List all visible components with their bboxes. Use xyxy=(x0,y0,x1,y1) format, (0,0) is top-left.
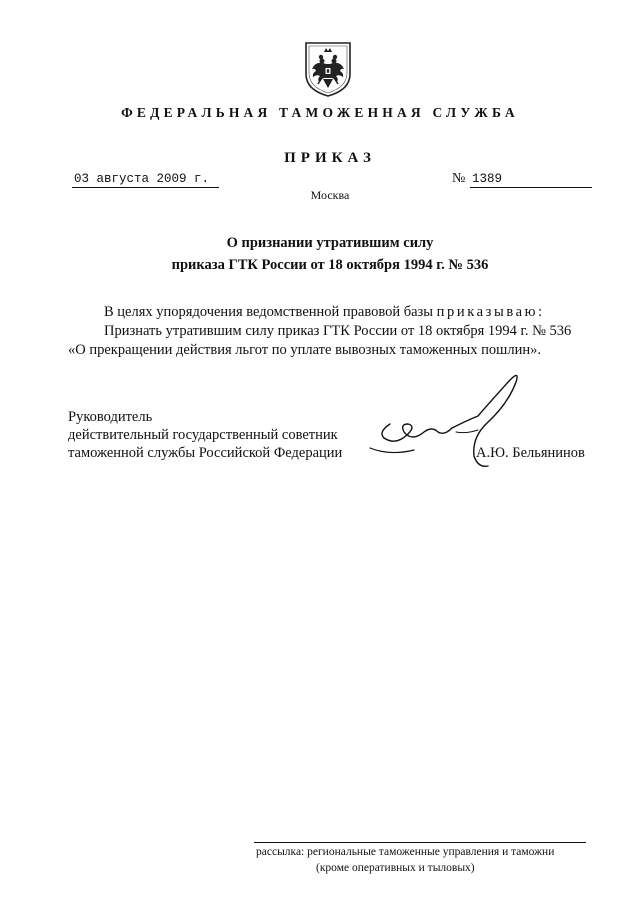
document-type: ПРИКАЗ xyxy=(284,150,376,166)
distribution-line-2: (кроме оперативных и тыловых) xyxy=(316,862,475,874)
signer-title-1: Руководитель xyxy=(68,409,153,425)
city: Москва xyxy=(310,188,350,202)
signer-name: А.Ю. Бельянинов xyxy=(476,445,585,461)
distribution-line-1: рассылка: региональные таможенные управления и таможни xyxy=(256,846,555,858)
body-line-2: Признать утратившим силу приказ ГТК России от 18 октября 1994 г. № 536 xyxy=(104,323,572,339)
distribution-divider xyxy=(254,842,586,843)
subject-line-1: О признании утратившим силу xyxy=(226,235,434,251)
subject-line-2: приказа ГТК России от 18 октября 1994 г. № 536 xyxy=(171,257,489,273)
signer-title-3: таможенной службы Российской Федерации xyxy=(68,445,343,461)
order-number: 1389 xyxy=(470,171,592,188)
order-date: 03 августа 2009 г. xyxy=(72,171,219,188)
body-line-1 xyxy=(104,304,545,321)
number-sign: № xyxy=(452,171,466,186)
body-line-3: «О прекращении действия льгот по уплате вывозных таможенных пошлин». xyxy=(68,342,541,358)
body-decree-word: приказываю: xyxy=(436,304,545,320)
agency-name: ФЕДЕРАЛЬНАЯ ТАМОЖЕННАЯ СЛУЖБА xyxy=(121,105,519,120)
body-line-1-text: В целях упорядочения ведомственной правовой базы xyxy=(104,304,437,320)
state-emblem-icon xyxy=(303,40,353,98)
signer-title-2: действительный государственный советник xyxy=(68,427,338,443)
